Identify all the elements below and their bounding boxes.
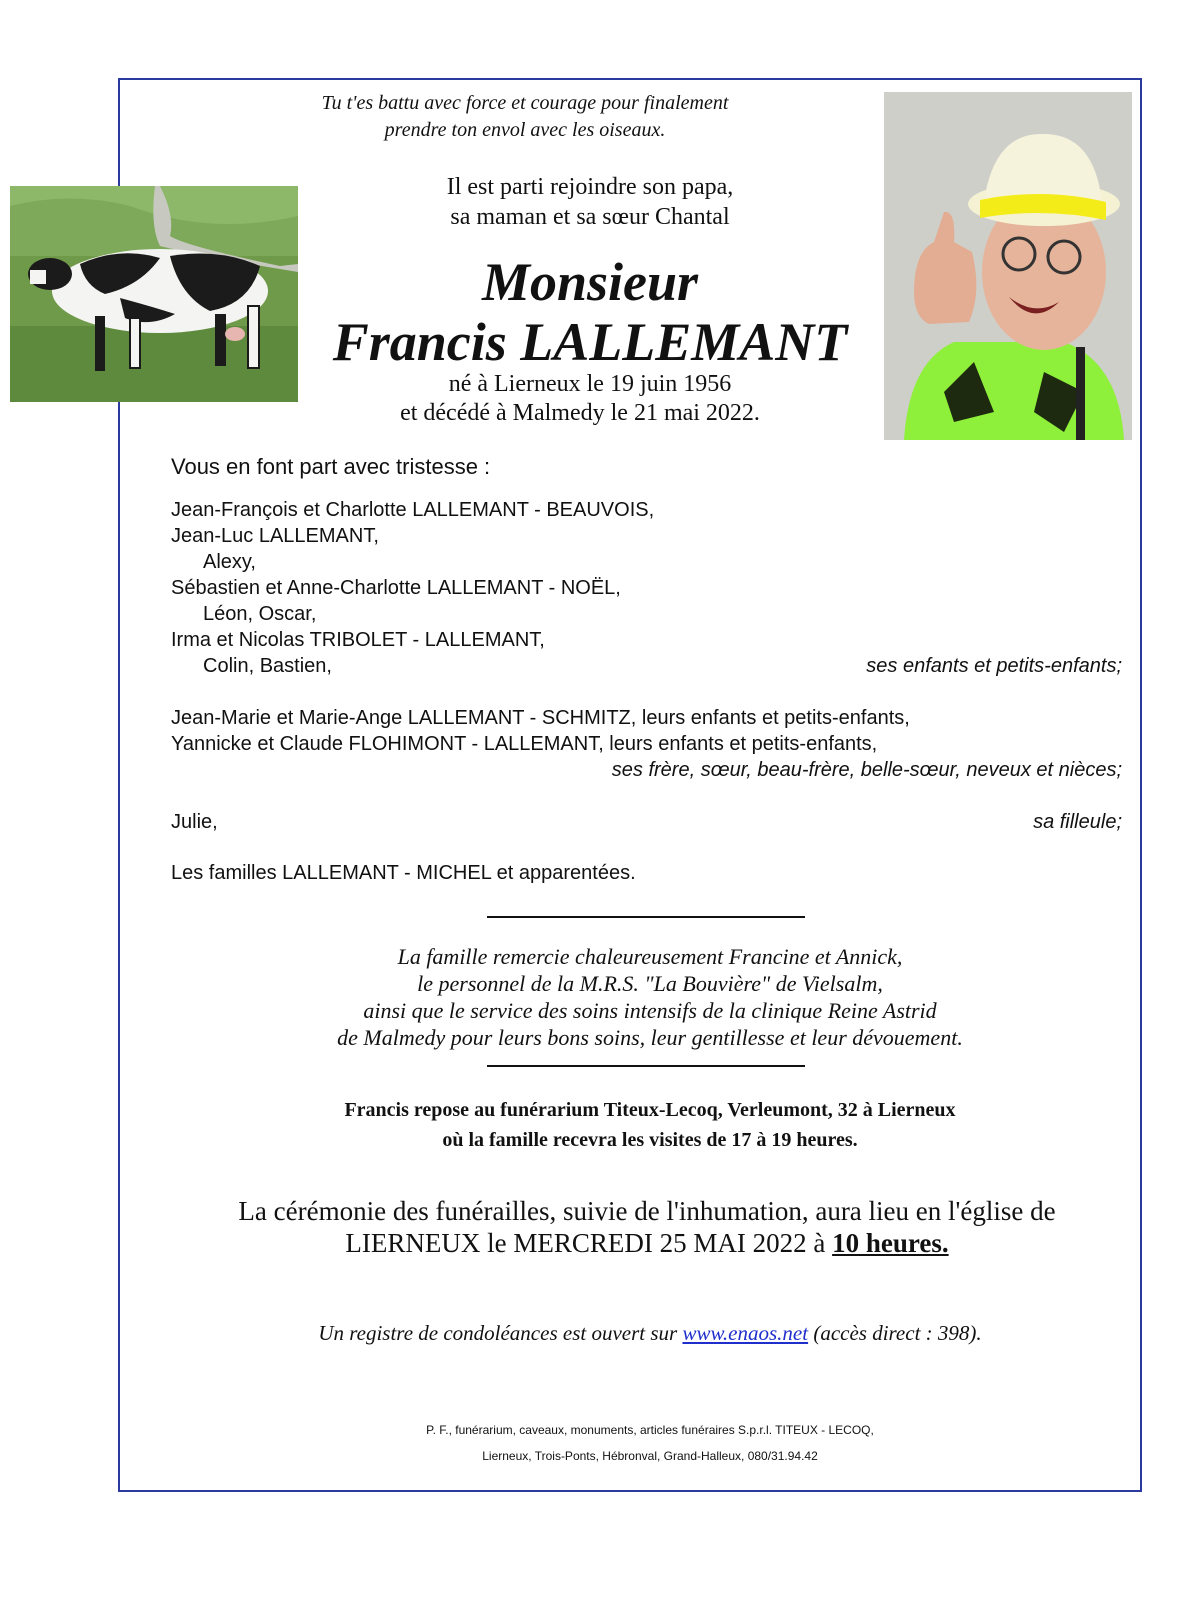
family-line: Sébastien et Anne-Charlotte LALLEMANT - NOËL, (171, 577, 621, 599)
portrait-photo (884, 92, 1132, 440)
family-line: Alexy, (203, 551, 256, 573)
deceased-title: Monsieur (481, 252, 699, 312)
registry-access: (accès direct : 398). (808, 1321, 982, 1345)
thanks-block (200, 943, 1100, 1051)
ceremony-time: 10 heures. (832, 1228, 949, 1258)
family-line: Yannicke et Claude FLOHIMONT - LALLEMANT, leurs enfants et petits-enfants, (171, 733, 878, 755)
family-line: Colin, Bastien, (203, 655, 332, 677)
footer-line-2: Lierneux, Trois-Ponts, Hébronval, Grand-Halleux, 080/31.94.42 (482, 1449, 818, 1463)
footer-line-1: P. F., funérarium, caveaux, monuments, articles funéraires S.p.r.l. TITEUX - LECOQ, (426, 1423, 874, 1437)
death-info: et décédé à Malmedy le 21 mai 2022. (400, 400, 760, 426)
registry-text: Un registre de condoléances est ouvert sur (318, 1321, 683, 1345)
rejoin-line-1: Il est parti rejoindre son papa, (446, 174, 734, 200)
goddaughter-line: Julie, (171, 811, 218, 833)
rejoin-text (340, 172, 840, 232)
thanks-line: La famille remercie chaleureusement Francine et Annick, (397, 944, 903, 969)
family-line: Jean-Luc LALLEMANT, (171, 525, 379, 547)
ceremony-date: LIERNEUX le MERCREDI 25 MAI 2022 à (345, 1228, 833, 1258)
birth-info: né à Lierneux le 19 juin 1956 (448, 371, 732, 397)
repose-line-1: Francis repose au funérarium Titeux-Lecoq, Verleumont, 32 à Lierneux (344, 1099, 956, 1121)
goddaughter-relation: sa filleule; (1033, 811, 1122, 833)
families-line: Les familles LALLEMANT - MICHEL et apparentées. (171, 862, 636, 884)
rejoin-line-2: sa maman et sa sœur Chantal (450, 204, 730, 230)
family-line: Jean-François et Charlotte LALLEMANT - BEAUVOIS, (171, 499, 655, 521)
family-line: Jean-Marie et Marie-Ange LALLEMANT - SCHMITZ, leurs enfants et petits-enfants, (171, 707, 910, 729)
family-line: Léon, Oscar, (203, 603, 317, 625)
epigraph-line-1: Tu t'es battu avec force et courage pour finalement (321, 92, 729, 114)
thanks-line: le personnel de la M.R.S. "La Bouvière" de Vielsalm, (417, 971, 883, 996)
deceased-name: Francis LALLEMANT (332, 312, 848, 372)
epigraph-line-2: prendre ton envol avec les oiseaux. (384, 119, 666, 141)
thanks-line: ainsi que le service des soins intensifs de la clinique Reine Astrid (363, 998, 937, 1023)
condolence-registry (160, 1319, 1140, 1347)
epigraph (245, 90, 805, 144)
cow-photo (10, 186, 298, 402)
ceremony-line-2 (140, 1227, 1154, 1259)
registry-link[interactable]: www.enaos.net (682, 1321, 809, 1345)
announcement-intro: Vous en font part avec tristesse : (171, 454, 491, 479)
divider (487, 916, 805, 918)
family-line: Irma et Nicolas TRIBOLET - LALLEMANT, (171, 629, 545, 651)
ceremony-info (140, 1195, 1154, 1259)
repose-info (200, 1095, 1100, 1155)
repose-line-2: où la famille recevra les visites de 17 à 19 heures. (442, 1129, 858, 1151)
divider (487, 1065, 805, 1067)
thanks-line: de Malmedy pour leurs bons soins, leur gentillesse et leur dévouement. (337, 1025, 963, 1050)
children-relation: ses enfants et petits-enfants; (866, 655, 1122, 677)
siblings-relation: ses frère, sœur, beau-frère, belle-sœur, neveux et nièces; (611, 759, 1122, 781)
ceremony-line-1: La cérémonie des funérailles, suivie de l'inhumation, aura lieu en l'église de (238, 1196, 1056, 1226)
